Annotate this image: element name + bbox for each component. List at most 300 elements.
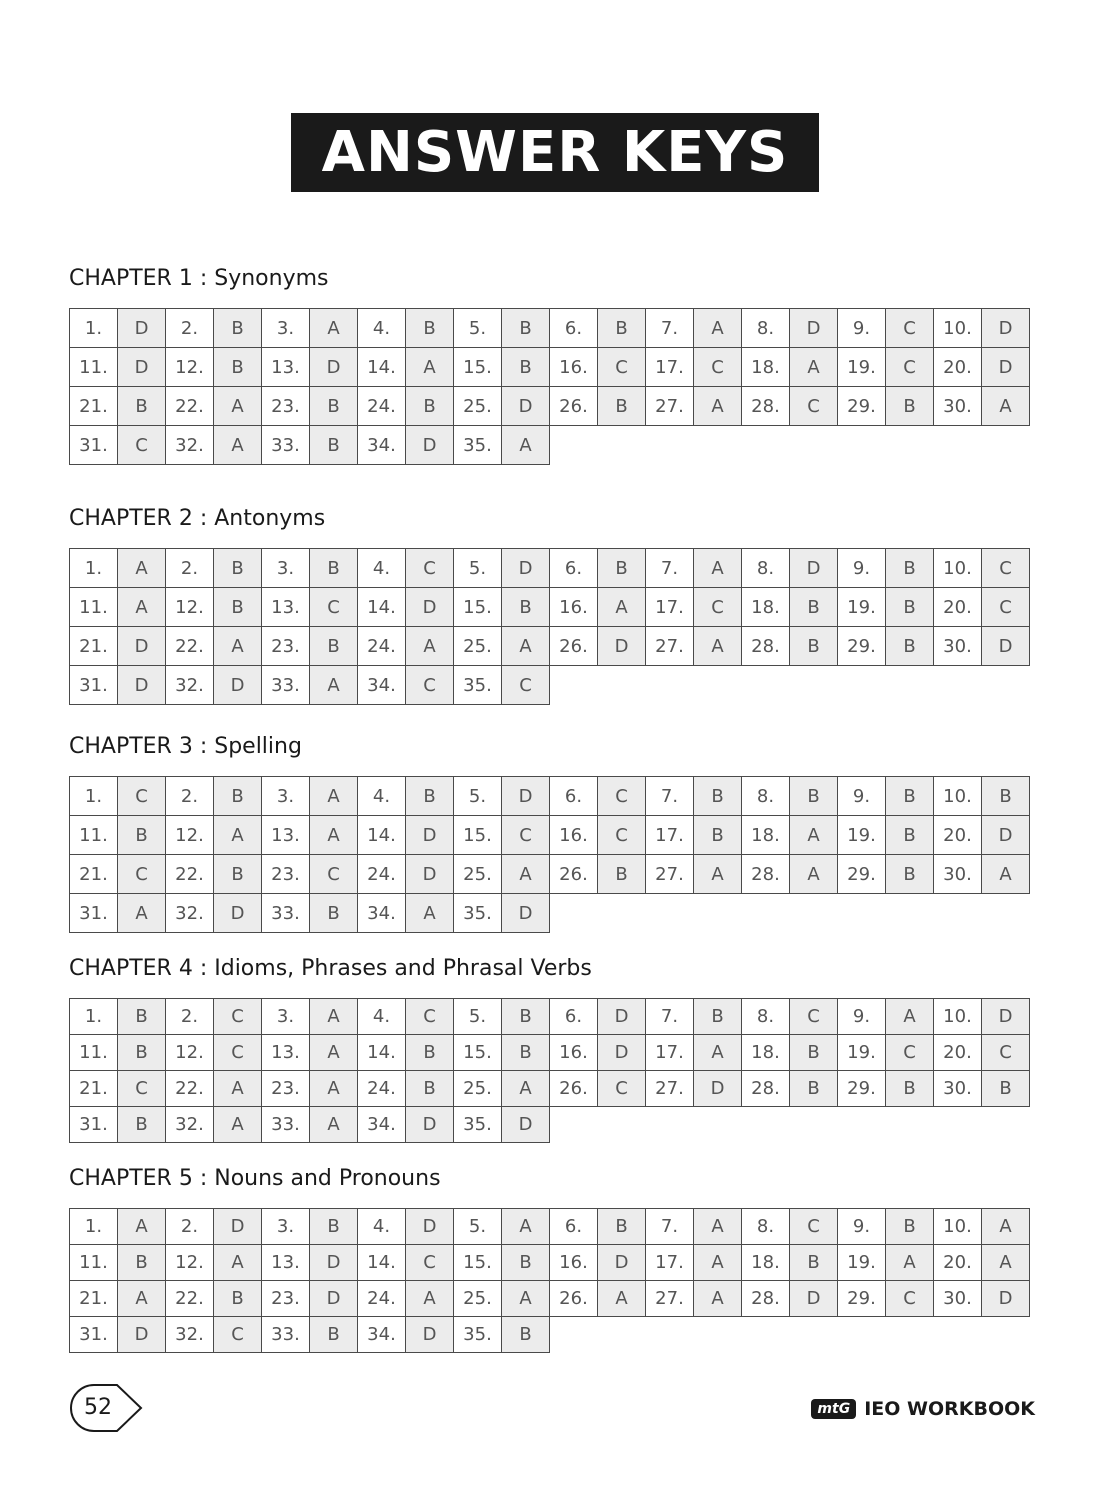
question-number-cell: 30. (934, 387, 982, 426)
empty-cell (742, 1107, 790, 1143)
answer-cell: D (502, 1107, 550, 1143)
question-number-cell: 9. (838, 777, 886, 816)
question-number-cell: 34. (358, 426, 406, 465)
page-number: 52 (84, 1395, 112, 1420)
answer-cell: A (598, 588, 646, 627)
question-number-cell: 32. (166, 666, 214, 705)
question-number-cell: 28. (742, 387, 790, 426)
answer-cell: B (598, 1209, 646, 1245)
answer-cell: C (118, 1071, 166, 1107)
empty-cell (790, 894, 838, 933)
question-number-cell: 35. (454, 1107, 502, 1143)
empty-cell (982, 894, 1030, 933)
answer-cell: B (598, 309, 646, 348)
question-number-cell: 8. (742, 309, 790, 348)
answer-row (70, 999, 1030, 1035)
question-number-cell: 29. (838, 387, 886, 426)
question-number-cell: 13. (262, 348, 310, 387)
answer-cell: A (982, 1209, 1030, 1245)
answer-cell: A (406, 894, 454, 933)
answer-cell: A (790, 816, 838, 855)
question-number-cell: 33. (262, 1107, 310, 1143)
answer-cell: B (790, 588, 838, 627)
empty-cell (598, 426, 646, 465)
answer-cell: A (502, 1209, 550, 1245)
question-number-cell: 22. (166, 855, 214, 894)
question-number-cell: 7. (646, 777, 694, 816)
answer-cell: B (310, 894, 358, 933)
question-number-cell: 26. (550, 627, 598, 666)
question-number-cell: 21. (70, 627, 118, 666)
question-number-cell: 13. (262, 816, 310, 855)
question-number-cell: 17. (646, 348, 694, 387)
question-number-cell: 30. (934, 627, 982, 666)
question-number-cell: 7. (646, 309, 694, 348)
answer-cell: B (310, 1317, 358, 1353)
question-number-cell: 14. (358, 816, 406, 855)
question-number-cell: 21. (70, 387, 118, 426)
question-number-cell: 3. (262, 549, 310, 588)
empty-cell (838, 426, 886, 465)
chapter-heading: CHAPTER 1 : Synonyms (69, 266, 329, 291)
answer-table (69, 1208, 1030, 1353)
answer-cell: A (790, 855, 838, 894)
answer-cell: D (310, 1281, 358, 1317)
empty-cell (982, 1317, 1030, 1353)
answer-cell: C (310, 588, 358, 627)
answer-cell: B (214, 855, 262, 894)
question-number-cell: 5. (454, 549, 502, 588)
answer-row (70, 666, 1030, 705)
question-number-cell: 33. (262, 426, 310, 465)
answer-cell: B (694, 999, 742, 1035)
chapter-section-1 (69, 264, 1035, 465)
empty-cell (550, 666, 598, 705)
question-number-cell: 8. (742, 1209, 790, 1245)
answer-cell: B (118, 1245, 166, 1281)
question-number-cell: 10. (934, 309, 982, 348)
answer-cell: C (886, 1035, 934, 1071)
answer-cell: D (118, 627, 166, 666)
question-number-cell: 30. (934, 1281, 982, 1317)
empty-cell (742, 666, 790, 705)
answer-cell: B (310, 549, 358, 588)
empty-cell (598, 1317, 646, 1353)
question-number-cell: 28. (742, 855, 790, 894)
chapter-section-3 (69, 732, 1035, 933)
question-number-cell: 3. (262, 1209, 310, 1245)
empty-cell (646, 666, 694, 705)
answer-cell: B (694, 777, 742, 816)
question-number-cell: 14. (358, 588, 406, 627)
question-number-cell: 14. (358, 1245, 406, 1281)
answer-cell: B (886, 855, 934, 894)
answer-cell: B (790, 627, 838, 666)
question-number-cell: 35. (454, 894, 502, 933)
answer-cell: B (886, 777, 934, 816)
empty-cell (550, 1317, 598, 1353)
answer-cell: C (406, 549, 454, 588)
question-number-cell: 18. (742, 1245, 790, 1281)
question-number-cell: 21. (70, 855, 118, 894)
question-number-cell: 17. (646, 588, 694, 627)
answer-cell: D (118, 309, 166, 348)
empty-cell (694, 426, 742, 465)
answer-cell: D (118, 348, 166, 387)
answer-cell: B (214, 588, 262, 627)
question-number-cell: 17. (646, 1245, 694, 1281)
question-number-cell: 7. (646, 999, 694, 1035)
question-number-cell: 3. (262, 777, 310, 816)
question-number-cell: 33. (262, 894, 310, 933)
chapter-section-2 (69, 504, 1035, 705)
answer-cell: C (118, 855, 166, 894)
answer-cell: A (694, 1209, 742, 1245)
empty-cell (790, 666, 838, 705)
answer-cell: B (214, 549, 262, 588)
question-number-cell: 29. (838, 1281, 886, 1317)
question-number-cell: 27. (646, 855, 694, 894)
answer-cell: A (694, 855, 742, 894)
question-number-cell: 2. (166, 549, 214, 588)
answer-cell: A (694, 1281, 742, 1317)
answer-cell: D (118, 1317, 166, 1353)
answer-cell: D (214, 894, 262, 933)
question-number-cell: 34. (358, 666, 406, 705)
question-number-cell: 4. (358, 549, 406, 588)
answer-row (70, 549, 1030, 588)
question-number-cell: 28. (742, 1071, 790, 1107)
question-number-cell: 9. (838, 549, 886, 588)
question-number-cell: 29. (838, 1071, 886, 1107)
empty-cell (838, 894, 886, 933)
question-number-cell: 20. (934, 348, 982, 387)
question-number-cell: 12. (166, 348, 214, 387)
answer-cell: D (502, 894, 550, 933)
empty-cell (982, 666, 1030, 705)
answer-cell: C (790, 999, 838, 1035)
question-number-cell: 20. (934, 1035, 982, 1071)
question-number-cell: 28. (742, 627, 790, 666)
question-number-cell: 28. (742, 1281, 790, 1317)
answer-cell: A (598, 1281, 646, 1317)
answer-cell: B (886, 1209, 934, 1245)
question-number-cell: 23. (262, 1281, 310, 1317)
question-number-cell: 11. (70, 816, 118, 855)
question-number-cell: 6. (550, 777, 598, 816)
answer-cell: D (406, 1209, 454, 1245)
answer-cell: D (982, 627, 1030, 666)
answer-cell: A (886, 999, 934, 1035)
chapter-section-4 (69, 954, 1035, 1143)
brand-text: IEO WORKBOOK (864, 1398, 1035, 1420)
question-number-cell: 3. (262, 309, 310, 348)
question-number-cell: 8. (742, 777, 790, 816)
answer-row (70, 894, 1030, 933)
answer-cell: D (406, 426, 454, 465)
question-number-cell: 10. (934, 1209, 982, 1245)
answer-cell: A (310, 777, 358, 816)
answer-cell: C (694, 588, 742, 627)
question-number-cell: 19. (838, 1035, 886, 1071)
empty-cell (790, 1107, 838, 1143)
answer-cell: A (214, 426, 262, 465)
answer-cell: C (406, 999, 454, 1035)
chapter-heading: CHAPTER 3 : Spelling (69, 734, 302, 759)
question-number-cell: 20. (934, 1245, 982, 1281)
question-number-cell: 2. (166, 777, 214, 816)
answer-cell: D (982, 1281, 1030, 1317)
question-number-cell: 22. (166, 627, 214, 666)
answer-cell: D (310, 1245, 358, 1281)
answer-table (69, 776, 1030, 933)
question-number-cell: 25. (454, 1071, 502, 1107)
question-number-cell: 1. (70, 777, 118, 816)
answer-cell: C (406, 1245, 454, 1281)
answer-cell: B (886, 816, 934, 855)
question-number-cell: 31. (70, 1317, 118, 1353)
question-number-cell: 13. (262, 588, 310, 627)
question-number-cell: 20. (934, 588, 982, 627)
answer-cell: B (406, 1071, 454, 1107)
answer-cell: B (502, 309, 550, 348)
empty-cell (598, 1107, 646, 1143)
empty-cell (886, 666, 934, 705)
question-number-cell: 33. (262, 1317, 310, 1353)
answer-cell: B (502, 588, 550, 627)
empty-cell (550, 894, 598, 933)
question-number-cell: 31. (70, 894, 118, 933)
question-number-cell: 13. (262, 1035, 310, 1071)
answer-cell: B (214, 309, 262, 348)
answer-cell: D (790, 549, 838, 588)
question-number-cell: 6. (550, 1209, 598, 1245)
answer-cell: A (214, 627, 262, 666)
answer-cell: B (118, 1035, 166, 1071)
empty-cell (646, 1107, 694, 1143)
question-number-cell: 16. (550, 816, 598, 855)
empty-cell (742, 1317, 790, 1353)
question-number-cell: 5. (454, 999, 502, 1035)
question-number-cell: 19. (838, 816, 886, 855)
answer-cell: B (694, 816, 742, 855)
answer-cell: B (598, 549, 646, 588)
empty-cell (646, 1317, 694, 1353)
question-number-cell: 30. (934, 1071, 982, 1107)
question-number-cell: 25. (454, 627, 502, 666)
question-number-cell: 10. (934, 549, 982, 588)
answer-row (70, 348, 1030, 387)
answer-cell: C (118, 777, 166, 816)
chapter-heading: CHAPTER 5 : Nouns and Pronouns (69, 1166, 441, 1191)
answer-cell: A (694, 309, 742, 348)
question-number-cell: 24. (358, 1281, 406, 1317)
question-number-cell: 29. (838, 855, 886, 894)
answer-cell: B (406, 777, 454, 816)
answer-cell: A (310, 1107, 358, 1143)
question-number-cell: 30. (934, 855, 982, 894)
answer-cell: D (502, 777, 550, 816)
question-number-cell: 24. (358, 855, 406, 894)
answer-cell: C (790, 387, 838, 426)
answer-cell: A (214, 387, 262, 426)
answer-row (70, 588, 1030, 627)
question-number-cell: 1. (70, 309, 118, 348)
question-number-cell: 27. (646, 387, 694, 426)
question-number-cell: 27. (646, 1281, 694, 1317)
question-number-cell: 11. (70, 588, 118, 627)
question-number-cell: 23. (262, 1071, 310, 1107)
answer-cell: A (790, 348, 838, 387)
answer-cell: C (598, 1071, 646, 1107)
answer-row (70, 777, 1030, 816)
answer-cell: C (598, 348, 646, 387)
answer-cell: B (118, 816, 166, 855)
answer-cell: B (886, 549, 934, 588)
answer-cell: A (118, 1209, 166, 1245)
question-number-cell: 16. (550, 1035, 598, 1071)
question-number-cell: 8. (742, 999, 790, 1035)
answer-cell: C (502, 816, 550, 855)
empty-cell (742, 894, 790, 933)
page-number-badge (69, 1383, 143, 1433)
answer-cell: B (118, 999, 166, 1035)
answer-cell: A (118, 1281, 166, 1317)
answer-cell: A (214, 816, 262, 855)
answer-cell: B (214, 1281, 262, 1317)
answer-cell: A (118, 588, 166, 627)
question-number-cell: 12. (166, 1245, 214, 1281)
question-number-cell: 19. (838, 348, 886, 387)
answer-cell: A (310, 666, 358, 705)
answer-cell: B (790, 777, 838, 816)
answer-cell: A (502, 1281, 550, 1317)
brand-logo: mtG (811, 1399, 856, 1419)
question-number-cell: 26. (550, 855, 598, 894)
question-number-cell: 24. (358, 627, 406, 666)
empty-cell (886, 426, 934, 465)
question-number-cell: 17. (646, 1035, 694, 1071)
answer-cell: D (790, 309, 838, 348)
answer-cell: B (310, 426, 358, 465)
question-number-cell: 35. (454, 1317, 502, 1353)
answer-cell: B (310, 387, 358, 426)
answer-row (70, 816, 1030, 855)
question-number-cell: 15. (454, 1035, 502, 1071)
answer-cell: D (502, 387, 550, 426)
empty-cell (646, 426, 694, 465)
answer-cell: D (214, 1209, 262, 1245)
answer-cell: C (406, 666, 454, 705)
question-number-cell: 1. (70, 999, 118, 1035)
question-number-cell: 21. (70, 1071, 118, 1107)
question-number-cell: 5. (454, 777, 502, 816)
question-number-cell: 2. (166, 999, 214, 1035)
question-number-cell: 16. (550, 348, 598, 387)
answer-cell: B (502, 1245, 550, 1281)
question-number-cell: 22. (166, 1281, 214, 1317)
answer-cell: B (502, 1317, 550, 1353)
answer-cell: D (406, 1107, 454, 1143)
answer-cell: D (118, 666, 166, 705)
answer-cell: A (982, 855, 1030, 894)
question-number-cell: 15. (454, 588, 502, 627)
empty-cell (886, 1317, 934, 1353)
answer-cell: B (118, 387, 166, 426)
answer-cell: C (598, 816, 646, 855)
footer-brand (811, 1396, 1035, 1422)
answer-cell: A (406, 627, 454, 666)
question-number-cell: 18. (742, 348, 790, 387)
question-number-cell: 16. (550, 588, 598, 627)
question-number-cell: 15. (454, 348, 502, 387)
question-number-cell: 9. (838, 309, 886, 348)
empty-cell (934, 1317, 982, 1353)
answer-cell: B (406, 1035, 454, 1071)
answer-cell: B (502, 348, 550, 387)
answer-cell: B (214, 777, 262, 816)
empty-cell (790, 1317, 838, 1353)
answer-row (70, 1209, 1030, 1245)
answer-cell: A (406, 348, 454, 387)
question-number-cell: 32. (166, 1107, 214, 1143)
answer-cell: D (406, 816, 454, 855)
answer-cell: A (214, 1071, 262, 1107)
question-number-cell: 4. (358, 999, 406, 1035)
question-number-cell: 11. (70, 1245, 118, 1281)
question-number-cell: 18. (742, 588, 790, 627)
answer-cell: A (502, 426, 550, 465)
question-number-cell: 11. (70, 348, 118, 387)
question-number-cell: 29. (838, 627, 886, 666)
empty-cell (598, 894, 646, 933)
answer-cell: A (214, 1107, 262, 1143)
question-number-cell: 15. (454, 1245, 502, 1281)
answer-cell: B (886, 1071, 934, 1107)
empty-cell (694, 894, 742, 933)
answer-cell: D (982, 999, 1030, 1035)
answer-cell: D (406, 1317, 454, 1353)
question-number-cell: 4. (358, 309, 406, 348)
question-number-cell: 19. (838, 588, 886, 627)
answer-row (70, 426, 1030, 465)
question-number-cell: 25. (454, 387, 502, 426)
answer-cell: C (214, 1035, 262, 1071)
page-title: ANSWER KEYS (291, 113, 819, 192)
answer-cell: C (886, 348, 934, 387)
answer-cell: C (886, 309, 934, 348)
question-number-cell: 20. (934, 816, 982, 855)
question-number-cell: 32. (166, 1317, 214, 1353)
question-number-cell: 12. (166, 816, 214, 855)
question-number-cell: 9. (838, 999, 886, 1035)
answer-table (69, 308, 1030, 465)
answer-cell: A (310, 1071, 358, 1107)
answer-cell: B (502, 1035, 550, 1071)
answer-cell: B (982, 777, 1030, 816)
answer-cell: A (982, 1245, 1030, 1281)
answer-cell: B (790, 1245, 838, 1281)
answer-cell: C (982, 1035, 1030, 1071)
answer-cell: D (790, 1281, 838, 1317)
question-number-cell: 8. (742, 549, 790, 588)
answer-cell: A (118, 894, 166, 933)
empty-cell (790, 426, 838, 465)
empty-cell (838, 666, 886, 705)
answer-cell: B (406, 387, 454, 426)
answer-cell: A (406, 1281, 454, 1317)
question-number-cell: 12. (166, 1035, 214, 1071)
